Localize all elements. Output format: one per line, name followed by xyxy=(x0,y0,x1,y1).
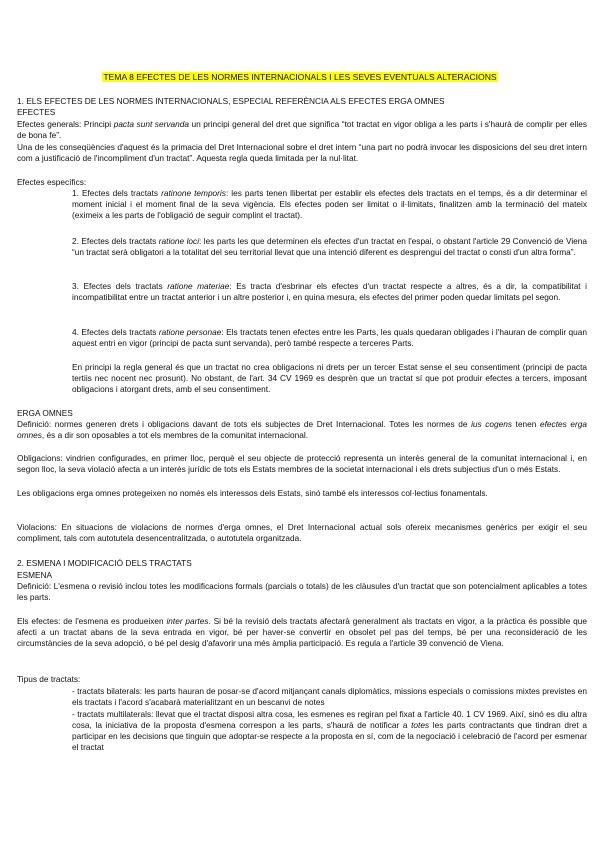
document-title: TEMA 8 EFECTES DE LES NORMES INTERNACIONALS I LES SEVES EVENTUALS ALTERACIONS xyxy=(103,72,497,82)
section-1-heading: 1. ELS EFECTES DE LES NORMES INTERNACIONALS, ESPECIAL REFERÈNCIA ALS EFECTES ERGA OMNES xyxy=(17,96,445,106)
label-tipus-tractats: Tipus de tractats: xyxy=(17,674,81,684)
paragraph-violacions: Violacions: En situacions de violacions de normes d'erga omnes, el Dret Internacional actual sols ofereix mecanismes genèrics per exigir el seu compliment, tals com autotutela desencentralitzada, o autotutela organitzada. xyxy=(17,522,587,543)
paragraph-erga-definicio: Definició: normes generen drets i obligacions davant de tots els subjectes de Dret Internacional. Totes les normes de ius cogens tenen efectes erga omnes, és a dir son oposables a tot els membres de la comunitat internacional. xyxy=(17,419,587,440)
paragraph-esmena-definicio: Definició: L'esmena o revisió inclou totes les modificacions formals (parcials o totals) de les clàusules d'un tractat que son potencialment aplicables a totes les parts. xyxy=(17,581,587,602)
paragraph-obligacions-2: Les obligacions erga omnes protegeixen no només els interessos dels Estats, sinó també els interessos col·lectius fonamentals. xyxy=(17,488,488,498)
item-ratione-personae: 4. Efectes dels tractats ratione personae: Els tractats tenen efectes entre les Parts, les quals quedaran obligades i l'hauran de complir quan aquest entri en vigor (principi de pacta sunt servanda), però també respecte a terceres Parts. xyxy=(72,327,588,348)
list-item-multilaterals: - tractats multilaterals: llevat que el tractat disposi altra cosa, les esmenes es regiran pel fixat a l'article 40. 1 CV 1969. Així, sinó es diu altra cosa, la iniciativa de la proposta d'esmena correspon a les parts, s'haurà de notificar a totes les parts contractants que tindran dret a participar en les decisions que tinguin que adoptar-se respecte a la proposta en sí, com de la negociació i celebració de l'acord per esmenar el tractat xyxy=(72,709,587,752)
paragraph-obligacions: Obligacions: vindrien configurades, en primer lloc, perquè el seu objecte de protecció representa un interès general de la comunitat internacional i, en segon lloc, la seva violació afecta a un interès jurídic de tots els Estats membres de la societat internacional i els drets subjectius d'un o més Estats. xyxy=(17,453,587,474)
item-ratione-temporis: 1. Efectes dels tractats ratinone temporis: les parts tenen llibertat per establir els efectes dels tractats en el temps, és a dir determinar el moment inicial i el moment final de la seva vigència. Els efectes poden ser limitat o il·limitats, finalitzen amb la terminació del mateix (eximeix a les parts de l'obligació de seguir complint el tractat). xyxy=(72,188,587,220)
subheading-efectes: EFECTES xyxy=(17,107,56,117)
paragraph-efectes-generals: Efectes generals: Principi pacta sunt servanda un principi general del dret que significa “tot tractat en vigor obliga a les parts i s'haurà de complir per elles de bona fe”. xyxy=(17,119,587,140)
paragraph-tercers: En principi la regla general és que un tractat no crea obligacions ni drets per un tercer Estat sense el seu consentiment (principi de pacta tertiis nec nocent nec prosunt). No obstant, de l'art. 34 CV 1969 es desprèn que un tractat sí que pot produir efectes a tercers, imposant obligacions i atorgant drets, amb el seu consentiment. xyxy=(72,362,587,394)
subheading-esmena: ESMENA xyxy=(17,570,53,580)
heading-erga-omnes: ERGA OMNES xyxy=(17,408,73,418)
label-efectes-especifics: Efectes específics: xyxy=(17,177,87,187)
list-item-bilaterals: - tractats bilaterals: les parts hauran de posar-se d'acord mitjançant canals diplomàtics, missions especials o comissions mixtes previstes en els tractats i l'acord s'acabarà materialitzant en un bescanvi de notes xyxy=(72,686,587,707)
paragraph-esmena-efectes: Els efectes: de l'esmena es produeixen inter partes. Si bé la revisió dels tractats afectarà generalment als tractats en vigor, a la pràctica és possible que afecti a un tractat abans de la seva entrada en vigor, bé per haver-se convertir en obsolet pel pas del temps, bé per una reconsideració de les circumstàncies de la seva adopció, o bé pel desig d'afavorir una més àmplia participació. Es regula a l'article 39 convenció de Viena. xyxy=(17,616,587,648)
paragraph-primacia: Una de les conseqüències d'aquest és la primacia del Dret Internacional sobre el dret intern “una part no podrà invocar les disposicions del seu dret intern com a justificació de l'incompliment d'un tractat”. Aquesta regla queda limitada per la nul·litat. xyxy=(17,142,587,163)
item-ratione-materiae: 3. Efectes dels tractats ratione materiae: Es tracta d'esbrinar els efectes d'un tractat respecte a altres, és a dir, la compatibilitat i incompatibilitat entre un tractat anterior i un altre posterior i, en quina mesura, els efectes del primer poden quedar limitats pel segon. xyxy=(72,281,587,302)
section-2-heading: 2. ESMENA I MODIFICACIÓ DELS TRACTATS xyxy=(17,558,192,568)
item-ratione-loci: 2. Efectes dels tractats ratione loci: les parts les que determinen els efectes d'un tractat en l'espai, o obstant l'article 29 Convenció de Viena “un tractat serà obligatori a la totalitat del seu territorial llevat que una intenció diferent es desprengui del tractat o consti d'un altra forma”. xyxy=(72,236,588,257)
